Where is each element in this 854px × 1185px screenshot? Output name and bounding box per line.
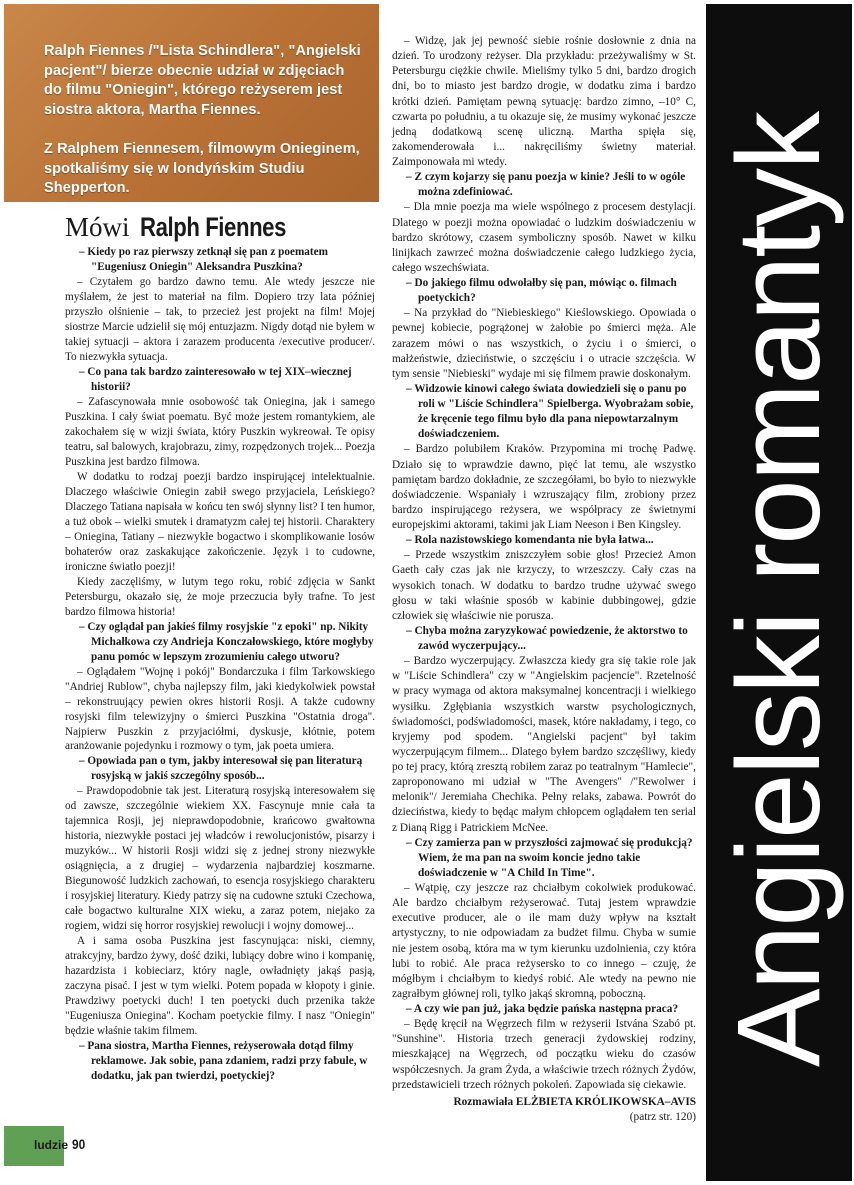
- answer: – Na przykład do "Niebieskiego" Kieślowskiego. Opowiada o pewnej kobiecie, pogrążonej w żałobie po śmierci męża. Ale zarazem mówi o nas wszystkich, o życiu i o śmierci, o małżeństwie, dzieciństwie, o szczęściu i o utracie szczęścia. W tym sensie "Niebieski" wydaje mi się filmem prawie doskonałym.: [392, 307, 696, 380]
- intro-paragraph: Z Ralphem Fiennesem, filmowym Onieginem, spotkaliśmy się w londyńskim Studiu Shepperton.: [44, 141, 360, 196]
- answer: – Bardzo wyczerpujący. Zwłaszcza kiedy gra się takie role jak w "Liście Schindlera" czy w "Angielskim pacjencie". Rzetelność w pracy wymaga od aktora maksymalnej koncentracji i wielkiego wysiłku. Zgłębiania wszystkich warstw psychologicznych, świadomości, podświadomości, masek, które nakładamy, i tego, co kryjemy pod spodem. "Angielski pacjent" był takim wyczerpującym filmem... Dlatego byłem bardzo szczęśliwy, kiedy po tej pracy, którą zresztą robiłem zaraz po teatralnym "Hamlecie", zaproponowano mi udział w "The Avengers" /"Rewolwer i melonik"/ Jeremiaha Chechika. Pełny relaks, zabawa. Powrót do dzieciństwa, kiedy to będąc małym chłopcem oglądałem ten serial z Dianą Rigg i Patrickiem McNee.: [392, 655, 696, 834]
- answer: – Wątpię, czy jeszcze raz chciałbym cokolwiek produkować. Ale bardzo chciałbym reżyserować. Tutaj jestem wprawdzie executive producer, ale o ile mam duży wpływ na kształt artystyczny, to nie odpowiadam za budżet filmu. Chyba w sumie nie jestem osobą, która ma w tym kierunku uzdolnienia, czy która lubi to robić. Ale praca reżysersko to co innego – czuję, że mógłbym i chciałbym to kiedyś robić. Ale wtedy na pewno nie zagrałbym głównej roli, tylko jakąś skromną, poboczną.: [392, 882, 696, 1000]
- byline: Rozmawiała ELŻBIETA KRÓLIKOWSKA–AVIS: [453, 1095, 696, 1108]
- question: – A czy wie pan już, jaka będzie pańska następna praca?: [406, 1003, 679, 1015]
- answer: – Będę kręcił na Węgrzech film w reżyserii Istvána Szabó pt. "Sunshine". Historia trzech generacji żydowskiej rodziny, mieszkającej na Węgrzech, od początku wieku do czasów współczesnych. Ja gram Żyda, a właściwie trzech różnych Żydów, przedstawicieli trzech różnych pokoleń. Zapowiada się ciekawie.: [392, 1018, 696, 1091]
- question: – Czy zamierza pan w przyszłości zajmować się produkcją? Wiem, że ma pan na swoim koncie jedno takie doświadczenie w "A Child In Time".: [406, 836, 693, 879]
- right-column: [392, 34, 696, 1125]
- answer: W dodatku to rodzaj poezji bardzo inspirującej intelektualnie. Dlaczego właściwie Oniegin zabił swego przyjaciela, Leńskiego? Dlaczego Tatiana napisała w końcu ten swój słynny list? I ten humor, a tuż obok – wielki smutek i dramatyzm całej tej historii. Charaktery – Oniegina, Tatiany – niezwykłe bogactwo i skomplikowanie losów bohaterów oraz zaskakujące zakończenie. Język i to cudowne, ironiczne światło poezji!: [65, 470, 375, 573]
- left-column: [65, 245, 375, 1084]
- article-headline: [65, 210, 318, 244]
- question: – Do jakiego filmu odwołałby się pan, mówiąc o. filmach poetyckich?: [406, 277, 677, 305]
- question: – Co pana tak bardzo zainteresowało w tej XIX–wiecznej historii?: [79, 365, 352, 393]
- page-number: 90: [72, 1136, 86, 1152]
- answer: – Widzę, jak jej pewność siebie rośnie dosłownie z dnia na dzień. To urodzony reżyser. Dla przykładu: przeżywaliśmy w St. Petersburgu ciężkie chwile. Mieliśmy tylko 5 dni, bardzo drogich dni, bo to miasto jest bardzo drogie, w dodatku zima i bardzo krótki dzień. Pamiętam pewną sytuację: bardzo zimno, –10° C, czwarta po południu, a tu okazuje się, że musimy wykonać jeszcze jedną dodatkową scenę uliczną. Martha spięła się, zakomenderowała i... nakręciliśmy świetny materiał. Zaimponowała mi wtedy.: [392, 35, 696, 168]
- question: – Rola nazistowskiego komendanta nie była łatwa...: [406, 534, 654, 547]
- question: – Opowiada pan o tym, jakby interesował się pan literaturą rosyjską w jakiś szczególny sposób...: [79, 755, 363, 783]
- answer: – Czytałem go bardzo dawno temu. Ale wtedy jeszcze nie myślałem, że jest to materiał na film. Dopiero trzy lata później przyszło olśnienie – tak, to przecież jest projekt na film! Mojej siostrze Marcie udzielił się mój entuzjazm. Nigdy dotąd nie byłem w takiej sytuacji – aktora i zarazem producenta /executive producer/. To niezwykła sytuacja.: [65, 275, 375, 363]
- answer: Kiedy zaczęliśmy, w lutym tego roku, robić zdjęcia w Sankt Petersburgu, okazało się, że moje przeczucia były trafne. To jest bardzo filmowa historia!: [65, 575, 375, 618]
- question: – Pana siostra, Martha Fiennes, reżyserowała dotąd filmy reklamowe. Jak sobie, pana zdaniem, radzi przy fabule, w dodatku, jak pan twierdzi, poetyckiej?: [79, 1040, 368, 1083]
- section-label: ludzie: [34, 1138, 69, 1152]
- question: – Z czym kojarzy się panu poezja w kinie? Jeśli to w ogóle można zdefiniować.: [406, 171, 686, 199]
- headline-verb: Mówi: [65, 212, 130, 242]
- question: – Widzowie kinowi całego świata dowiedzieli się o panu po roli w "Liście Schindlera" Spielberga. Wyobrażam sobie, że kręcenie tego filmu było dla pana niepowtarzalnym doświadczeniem.: [406, 382, 694, 441]
- section-tag: [4, 1126, 69, 1166]
- answer: A i sama osoba Puszkina jest fascynująca: niski, ciemny, atrakcyjny, bardzo żywy, dość dziki, lubiący dobre wino i kompanię, hazardzista i kobieciarz, który nagle, owładnięty jakąś pasją, zaczyna pisać. I jest w tym wielki. Potem popada w kłopoty i ginie. Prawdziwy poetycki duch! I ten poetycki duch przenika także "Eugeniusza Oniegina". Kocham poetyckie filmy. I nasz "Oniegin" będzie właśnie takim filmem.: [65, 935, 375, 1038]
- question: – Czy oglądał pan jakieś filmy rosyjskie "z epoki" np. Nikity Michałkowa czy Andrieja Konczałowskiego, które mogłyby panu pomóc w lepszym zrozumieniu całego utworu?: [79, 620, 374, 663]
- question: – Kiedy po raz pierwszy zetknął się pan z poematem "Eugeniusz Oniegin" Aleksandra Puszkina?: [79, 246, 328, 273]
- answer: – Prawdopodobnie tak jest. Literaturą rosyjską interesowałem się od zawsze, szczególnie wiekiem XX. Fascynuje mnie cała ta tajemnica Rosji, jej nieprawdopodobnie, krańcowo gwałtowna historia, niezwykłe postaci jej władców i rewolucjonistów, pisarzy i muzyków... W historii Rosji widzi się z jednej strony niezwykłe osiągnięcia, a z drugiej – wydarzenia najbardziej koszmarne. Biegunowość ludzkich zachowań, to esencja rosyjskiego charakteru i rosyjskiej literatury. Kiedy patrzy się na cudowne sztuki Czechowa, całe bogactwo kulturalne XIX wieku, a zaraz potem, niejako za rogiem, widzi się horror rosyjskiej rewolucji i wojny domowej...: [65, 785, 375, 933]
- answer: – Zafascynowała mnie osobowość tak Oniegina, jak i samego Puszkina. I cały świat poematu. Być może jestem romantykiem, ale zakochałem się w wizji świata, który Puszkin wykreował. Te opisy teatru, sal balowych, krajobrazu, zimy, rozpędzonych trojek... Poezja Puszkina jest bardzo filmowa.: [65, 395, 375, 468]
- answer: – Oglądałem "Wojnę i pokój" Bondarczuka i film Tarkowskiego "Andriej Rublow", chyba najlepszy film, jaki kiedykolwiek powstał – rekonstruujący pewien okres historii Rosji. A także cudowny rosyjski film telewizyjny o śmierci Puszkina "Ostatnia droga". Najpierw Puszkin z przyjaciółmi, dyskusje, kłótnie, potem aranżowanie pojedynku i rozmowy o tym, jak poeta umiera.: [65, 665, 375, 753]
- question: – Chyba można zaryzykować powiedzenie, że aktorstwo to zawód wyczerpujący...: [406, 624, 688, 652]
- intro-paragraph: Ralph Fiennes /"Lista Schindlera", "Angielski pacjent"/ bierze obecnie udział w zdjęciach do filmu "Oniegin", którego reżyserem jest siostra aktora, Martha Fiennes.: [44, 43, 361, 118]
- headline-name: Ralph Fiennes: [140, 212, 287, 242]
- page-reference: (patrz str. 120): [629, 1110, 696, 1123]
- vertical-title: Angielski romantyk: [713, 112, 845, 1068]
- answer: – Dla mnie poezja ma wiele wspólnego z procesem destylacji. Dlatego w poezji można opowiadać o ludzkim doświadczeniu w bardzo skrótowy, czasem symboliczny sposób. Nawet w kilku linijkach zawrzeć można doświadczenie całego ludzkiego życia, całego wszechświata.: [392, 201, 696, 274]
- intro-box: [4, 4, 379, 202]
- answer: – Bardzo polubiłem Kraków. Przypomina mi trochę Padwę. Działo się to wprawdzie dawno, pięć lat temu, ale wszystko pamiętam bardzo dokładnie, ze szczegółami, bo było to niezwykłe doświadczenie. Wspaniały i wzruszający film, zrobiony przez bardzo inspirującego reżysera, we współpracy ze świetnymi europejskimi aktorami, takimi jak Liam Neeson i Ben Kingsley.: [392, 443, 696, 531]
- answer: – Przede wszystkim zniszczyłem sobie głos! Przecież Amon Gaeth cały czas jak nie krzyczy, to wrzeszczy. Cały czas na wysokich tonach. W dodatku to bardzo trudne używać swego głosu w taki właśnie sposób w kabinie dubbingowej, gdzie człowiek się właściwie nie porusza.: [392, 549, 696, 622]
